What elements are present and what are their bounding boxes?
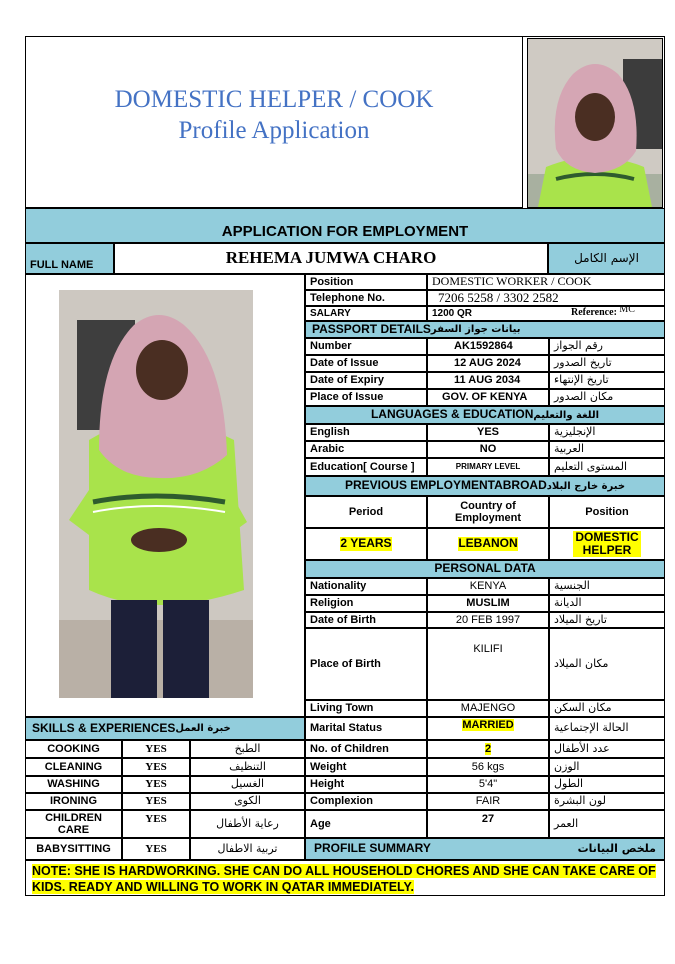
previous-col-country: Country of Employment	[427, 496, 549, 528]
previous-country-cell	[427, 528, 549, 560]
skill-ironing-value: YES	[122, 793, 190, 810]
skill-ironing-ar: الكوى	[190, 793, 305, 810]
pob-label: Place of Birth	[305, 628, 427, 700]
religion-value: MUSLIM	[427, 595, 549, 612]
religion-label: Religion	[305, 595, 427, 612]
position-value: DOMESTIC WORKER / COOK	[427, 274, 665, 290]
skills-title: SKILLS & EXPERIENCES	[32, 720, 176, 735]
full-name-label-ar: الإسم الكامل	[548, 243, 665, 274]
employment-banner	[25, 208, 665, 243]
children-value: 2	[484, 742, 492, 755]
children-label: No. of Children	[305, 740, 427, 758]
dob-ar: تاريخ الميلاد	[549, 612, 665, 628]
lang-arabic-label: Arabic	[305, 441, 427, 458]
town-value: MAJENGO	[427, 700, 549, 717]
previous-period: 2 YEARS	[340, 536, 392, 551]
weight-value: 56 kgs	[427, 758, 549, 776]
passport-issue-value: 12 AUG 2024	[427, 355, 549, 372]
summary-title: PROFILE SUMMARY	[314, 841, 431, 856]
marital-value: MARRIED	[462, 719, 514, 731]
skill-cleaning-label: CLEANING	[25, 758, 122, 776]
education-label: Education[ Course ]	[305, 458, 427, 476]
summary-note-box	[25, 860, 665, 896]
height-label: Height	[305, 776, 427, 793]
skill-babysitting-ar: تربية الاطفال	[190, 838, 305, 860]
town-ar: مكان السكن	[549, 700, 665, 717]
dob-label: Date of Birth	[305, 612, 427, 628]
age-ar: العمر	[549, 810, 665, 838]
dob-value: 20 FEB 1997	[427, 612, 549, 628]
position-label: Position	[305, 274, 427, 290]
skill-cooking-label: COOKING	[25, 740, 122, 758]
skill-cleaning-ar: التنظيف	[190, 758, 305, 776]
passport-title: PASSPORT DETAILS	[312, 321, 431, 336]
summary-note: NOTE: SHE IS HARDWORKING. SHE CAN DO ALL HOUSEHOLD CHORES AND SHE CAN TAKE CARE OF KIDS. READY AND WILLING TO WORK IN QATAR IMMEDIATELY.	[32, 864, 656, 894]
telephone-label: Telephone No.	[305, 290, 427, 306]
height-ar: الطول	[549, 776, 665, 793]
complexion-value: FAIR	[427, 793, 549, 810]
reference-value: MC	[619, 304, 635, 315]
skill-childcare-label: CHILDREN CARE	[25, 810, 122, 838]
marital-label: Marital Status	[305, 717, 427, 740]
full-name-value: REHEMA JUMWA CHARO	[114, 243, 548, 274]
complexion-ar: لون البشرة	[549, 793, 665, 810]
salary-label: SALARY	[305, 306, 427, 321]
lang-arabic-ar: العربية	[549, 441, 665, 458]
body-photo	[59, 290, 253, 698]
complexion-label: Complexion	[305, 793, 427, 810]
town-label: Living Town	[305, 700, 427, 717]
skill-childcare-ar: رعاية الأطفال	[190, 810, 305, 838]
personal-header: PERSONAL DATA	[305, 560, 665, 578]
skill-washing-label: WASHING	[25, 776, 122, 793]
passport-place-label: Place of Issue	[305, 389, 427, 406]
lang-arabic-value: NO	[427, 441, 549, 458]
languages-title-ar: اللغة والتعليم	[533, 409, 600, 421]
nationality-label: Nationality	[305, 578, 427, 595]
previous-header	[305, 476, 665, 496]
skill-childcare-value: YES	[122, 810, 190, 838]
skill-ironing-label: IRONING	[25, 793, 122, 810]
header-title-line2: Profile Application	[178, 117, 370, 145]
reference	[571, 304, 635, 318]
skill-cooking-ar: الطبخ	[190, 740, 305, 758]
height-value: 5'4"	[427, 776, 549, 793]
previous-title: PREVIOUS EMPLOYMENTABROAD	[344, 478, 547, 493]
skills-title-ar: خبرة العمل	[175, 723, 231, 734]
passport-number-label: Number	[305, 338, 427, 355]
passport-expiry-label: Date of Expiry	[305, 372, 427, 389]
skill-washing-ar: الغسيل	[190, 776, 305, 793]
passport-issue-ar: تاريخ الصدور	[549, 355, 665, 372]
previous-col-position: Position	[549, 496, 665, 528]
headshot-photo	[527, 38, 663, 208]
age-label: Age	[305, 810, 427, 838]
previous-col-period: Period	[305, 496, 427, 528]
lang-english-label: English	[305, 424, 427, 441]
employment-banner-text: APPLICATION FOR EMPLOYMENT	[221, 223, 469, 240]
passport-issue-label: Date of Issue	[305, 355, 427, 372]
passport-header	[305, 321, 665, 338]
religion-ar: الديانة	[549, 595, 665, 612]
passport-number-ar: رقم الجواز	[549, 338, 665, 355]
children-cell	[427, 740, 549, 758]
age-value: 27	[427, 810, 549, 838]
summary-title-ar: ملخص البيانات	[577, 841, 656, 855]
weight-label: Weight	[305, 758, 427, 776]
skill-babysitting-label: BABYSITTING	[25, 838, 122, 860]
children-ar: عدد الأطفال	[549, 740, 665, 758]
previous-country: LEBANON	[458, 536, 518, 551]
skill-washing-value: YES	[122, 776, 190, 793]
pob-value: KILIFI	[427, 628, 549, 700]
skill-babysitting-value: YES	[122, 838, 190, 860]
previous-title-ar: خبرة خارج البلاد	[546, 480, 626, 492]
languages-title: LANGUAGES & EDUCATION	[370, 407, 534, 422]
marital-ar: الحالة الإجتماعية	[549, 717, 665, 740]
skill-cleaning-value: YES	[122, 758, 190, 776]
passport-place-value: GOV. OF KENYA	[427, 389, 549, 406]
marital-cell	[427, 717, 549, 740]
previous-position: DOMESTIC HELPER	[573, 531, 641, 557]
summary-header	[305, 838, 665, 860]
education-value: PRIMARY LEVEL	[427, 458, 549, 476]
passport-title-ar: بيانات جواز السفر	[430, 324, 521, 335]
header-title-line1: DOMESTIC HELPER / COOK	[114, 86, 434, 113]
languages-header	[305, 406, 665, 424]
skill-cooking-value: YES	[122, 740, 190, 758]
nationality-value: KENYA	[427, 578, 549, 595]
passport-place-ar: مكان الصدور	[549, 389, 665, 406]
passport-expiry-ar: تاريخ الإنتهاء	[549, 372, 665, 389]
reference-label: Reference:	[571, 307, 617, 318]
lang-english-value: YES	[427, 424, 549, 441]
salary-value: 1200 QR	[427, 306, 665, 321]
previous-position-cell	[549, 528, 665, 560]
telephone-value: 7206 5258 / 3302 2582	[427, 290, 665, 306]
education-ar: المستوى التعليم	[549, 458, 665, 476]
passport-number-value: AK1592864	[427, 338, 549, 355]
skills-header	[25, 717, 305, 740]
nationality-ar: الجنسية	[549, 578, 665, 595]
passport-expiry-value: 11 AUG 2034	[427, 372, 549, 389]
lang-english-ar: الإنجليزية	[549, 424, 665, 441]
full-name-label: FULL NAME	[25, 243, 114, 274]
pob-ar: مكان الميلاد	[549, 628, 665, 700]
weight-ar: الوزن	[549, 758, 665, 776]
previous-period-cell	[305, 528, 427, 560]
header-title	[25, 84, 523, 147]
